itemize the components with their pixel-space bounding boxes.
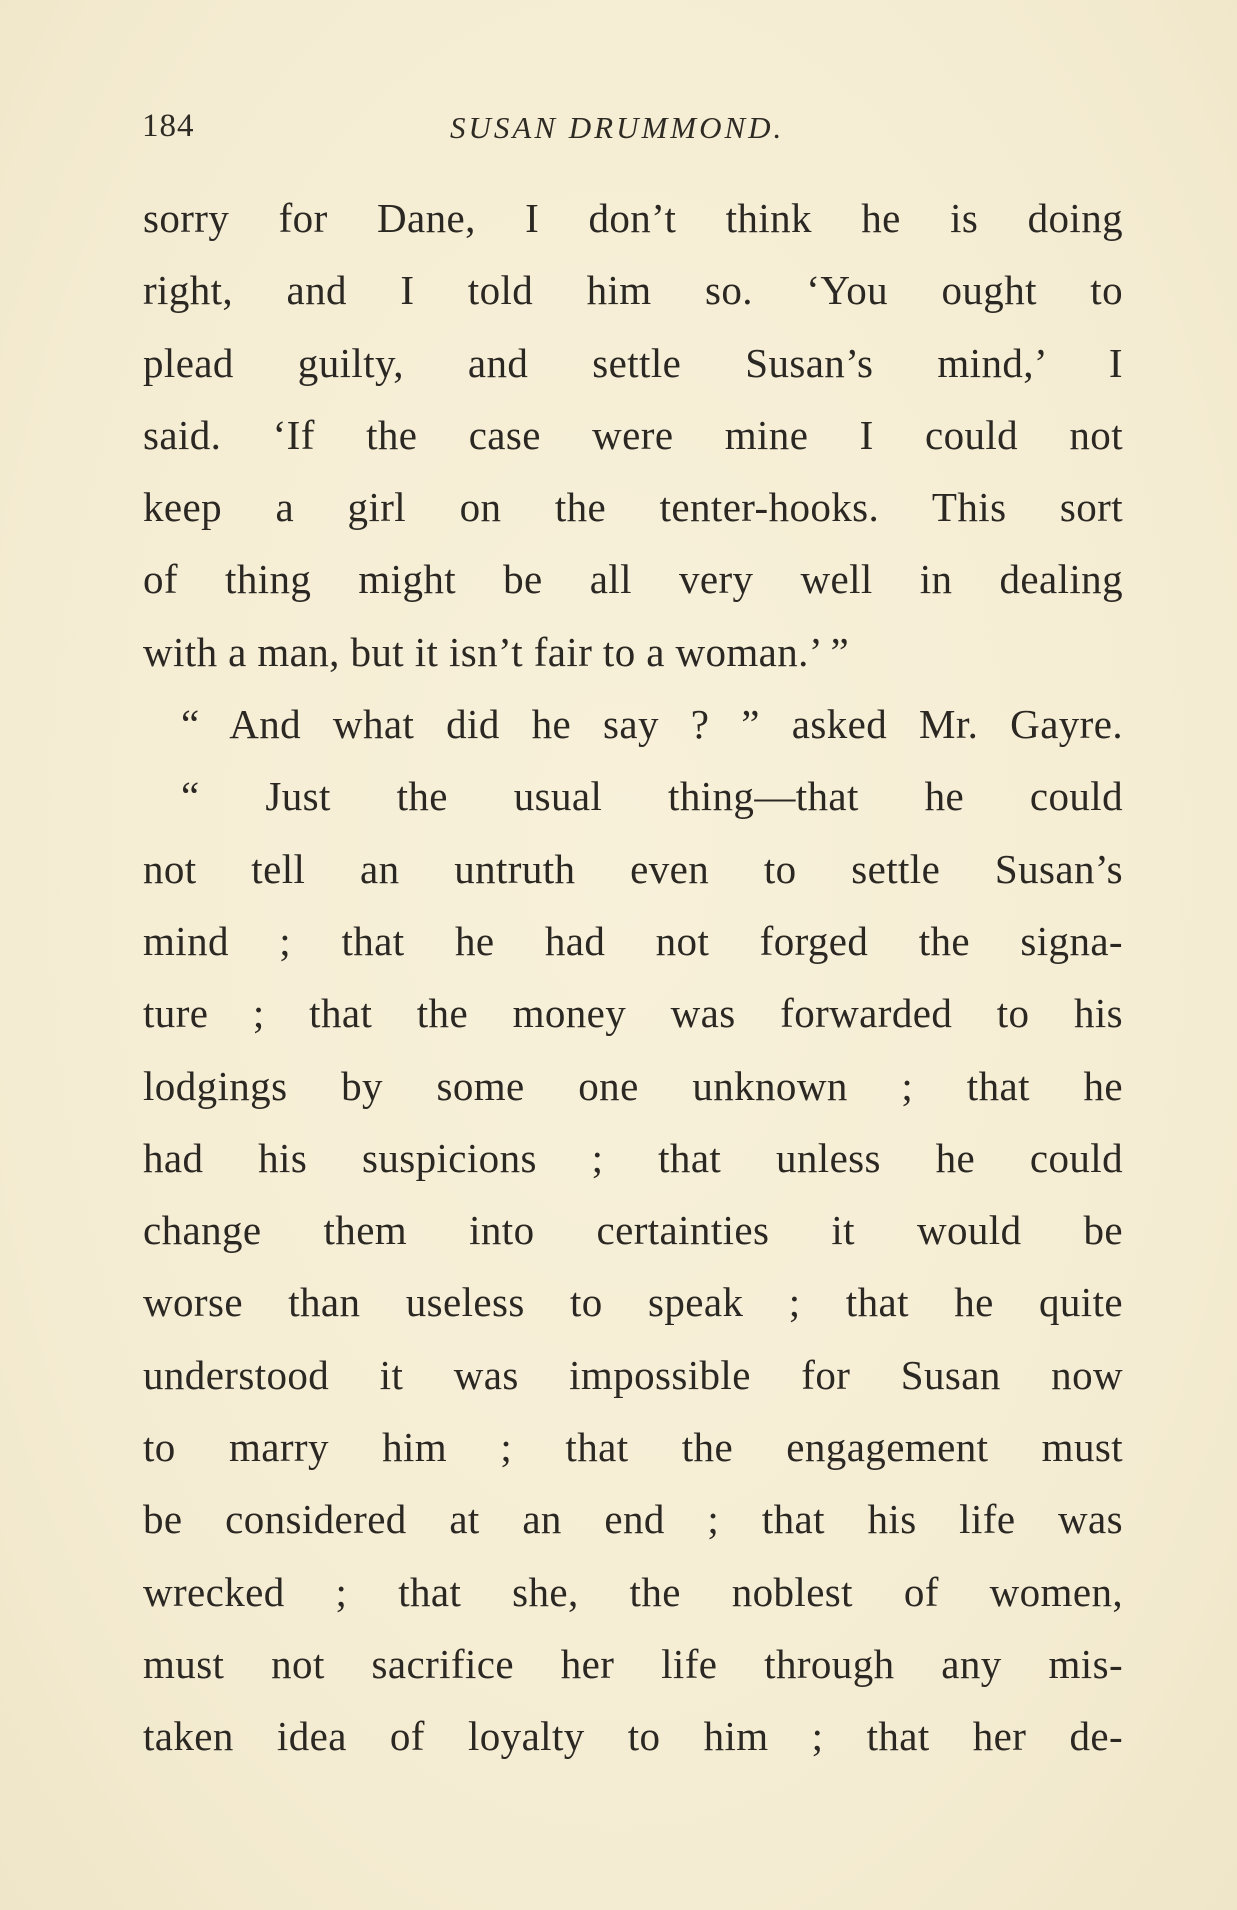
text-line: said. ‘If the case were mine I could not bbox=[143, 411, 1123, 458]
text-line: of thing might be all very well in dealing bbox=[143, 556, 1123, 603]
text-line: with a man, but it isn’t fair to a woman.’ ” bbox=[143, 628, 850, 675]
text-line: change them into certainties it would be bbox=[143, 1207, 1123, 1254]
text-line: taken idea of loyalty to him ; that her de- bbox=[143, 1713, 1123, 1760]
text-line: “ And what did he say ? ” asked Mr. Gayre. bbox=[181, 701, 1123, 748]
text-line: plead guilty, and settle Susan’s mind,’ I bbox=[143, 339, 1123, 386]
text-line: not tell an untruth even to settle Susan’s bbox=[143, 845, 1123, 892]
text-line: keep a girl on the tenter-hooks. This sort bbox=[143, 484, 1123, 531]
text-line: had his suspicions ; that unless he could bbox=[143, 1134, 1123, 1181]
body-text bbox=[143, 182, 1123, 1773]
text-line: wrecked ; that she, the noblest of women, bbox=[143, 1568, 1123, 1615]
text-line: mind ; that he had not forged the signa- bbox=[143, 917, 1123, 964]
text-line: to marry him ; that the engagement must bbox=[143, 1424, 1123, 1471]
text-line: “ Just the usual thing—that he could bbox=[181, 773, 1123, 820]
page-number: 184 bbox=[142, 108, 195, 144]
text-line: worse than useless to speak ; that he quite bbox=[143, 1279, 1123, 1326]
text-line: must not sacrifice her life through any mis- bbox=[143, 1640, 1123, 1687]
running-title: SUSAN DRUMMOND. bbox=[450, 110, 785, 145]
text-line: sorry for Dane, I don’t think he is doing bbox=[143, 195, 1123, 241]
page-header bbox=[140, 108, 1120, 148]
text-line: be considered at an end ; that his life was bbox=[143, 1496, 1123, 1543]
text-line: lodgings by some one unknown ; that he bbox=[143, 1062, 1123, 1109]
text-line: understood it was impossible for Susan now bbox=[143, 1351, 1123, 1398]
text-line: ture ; that the money was forwarded to his bbox=[143, 990, 1123, 1037]
text-line: right, and I told him so. ‘You ought to bbox=[143, 267, 1123, 314]
